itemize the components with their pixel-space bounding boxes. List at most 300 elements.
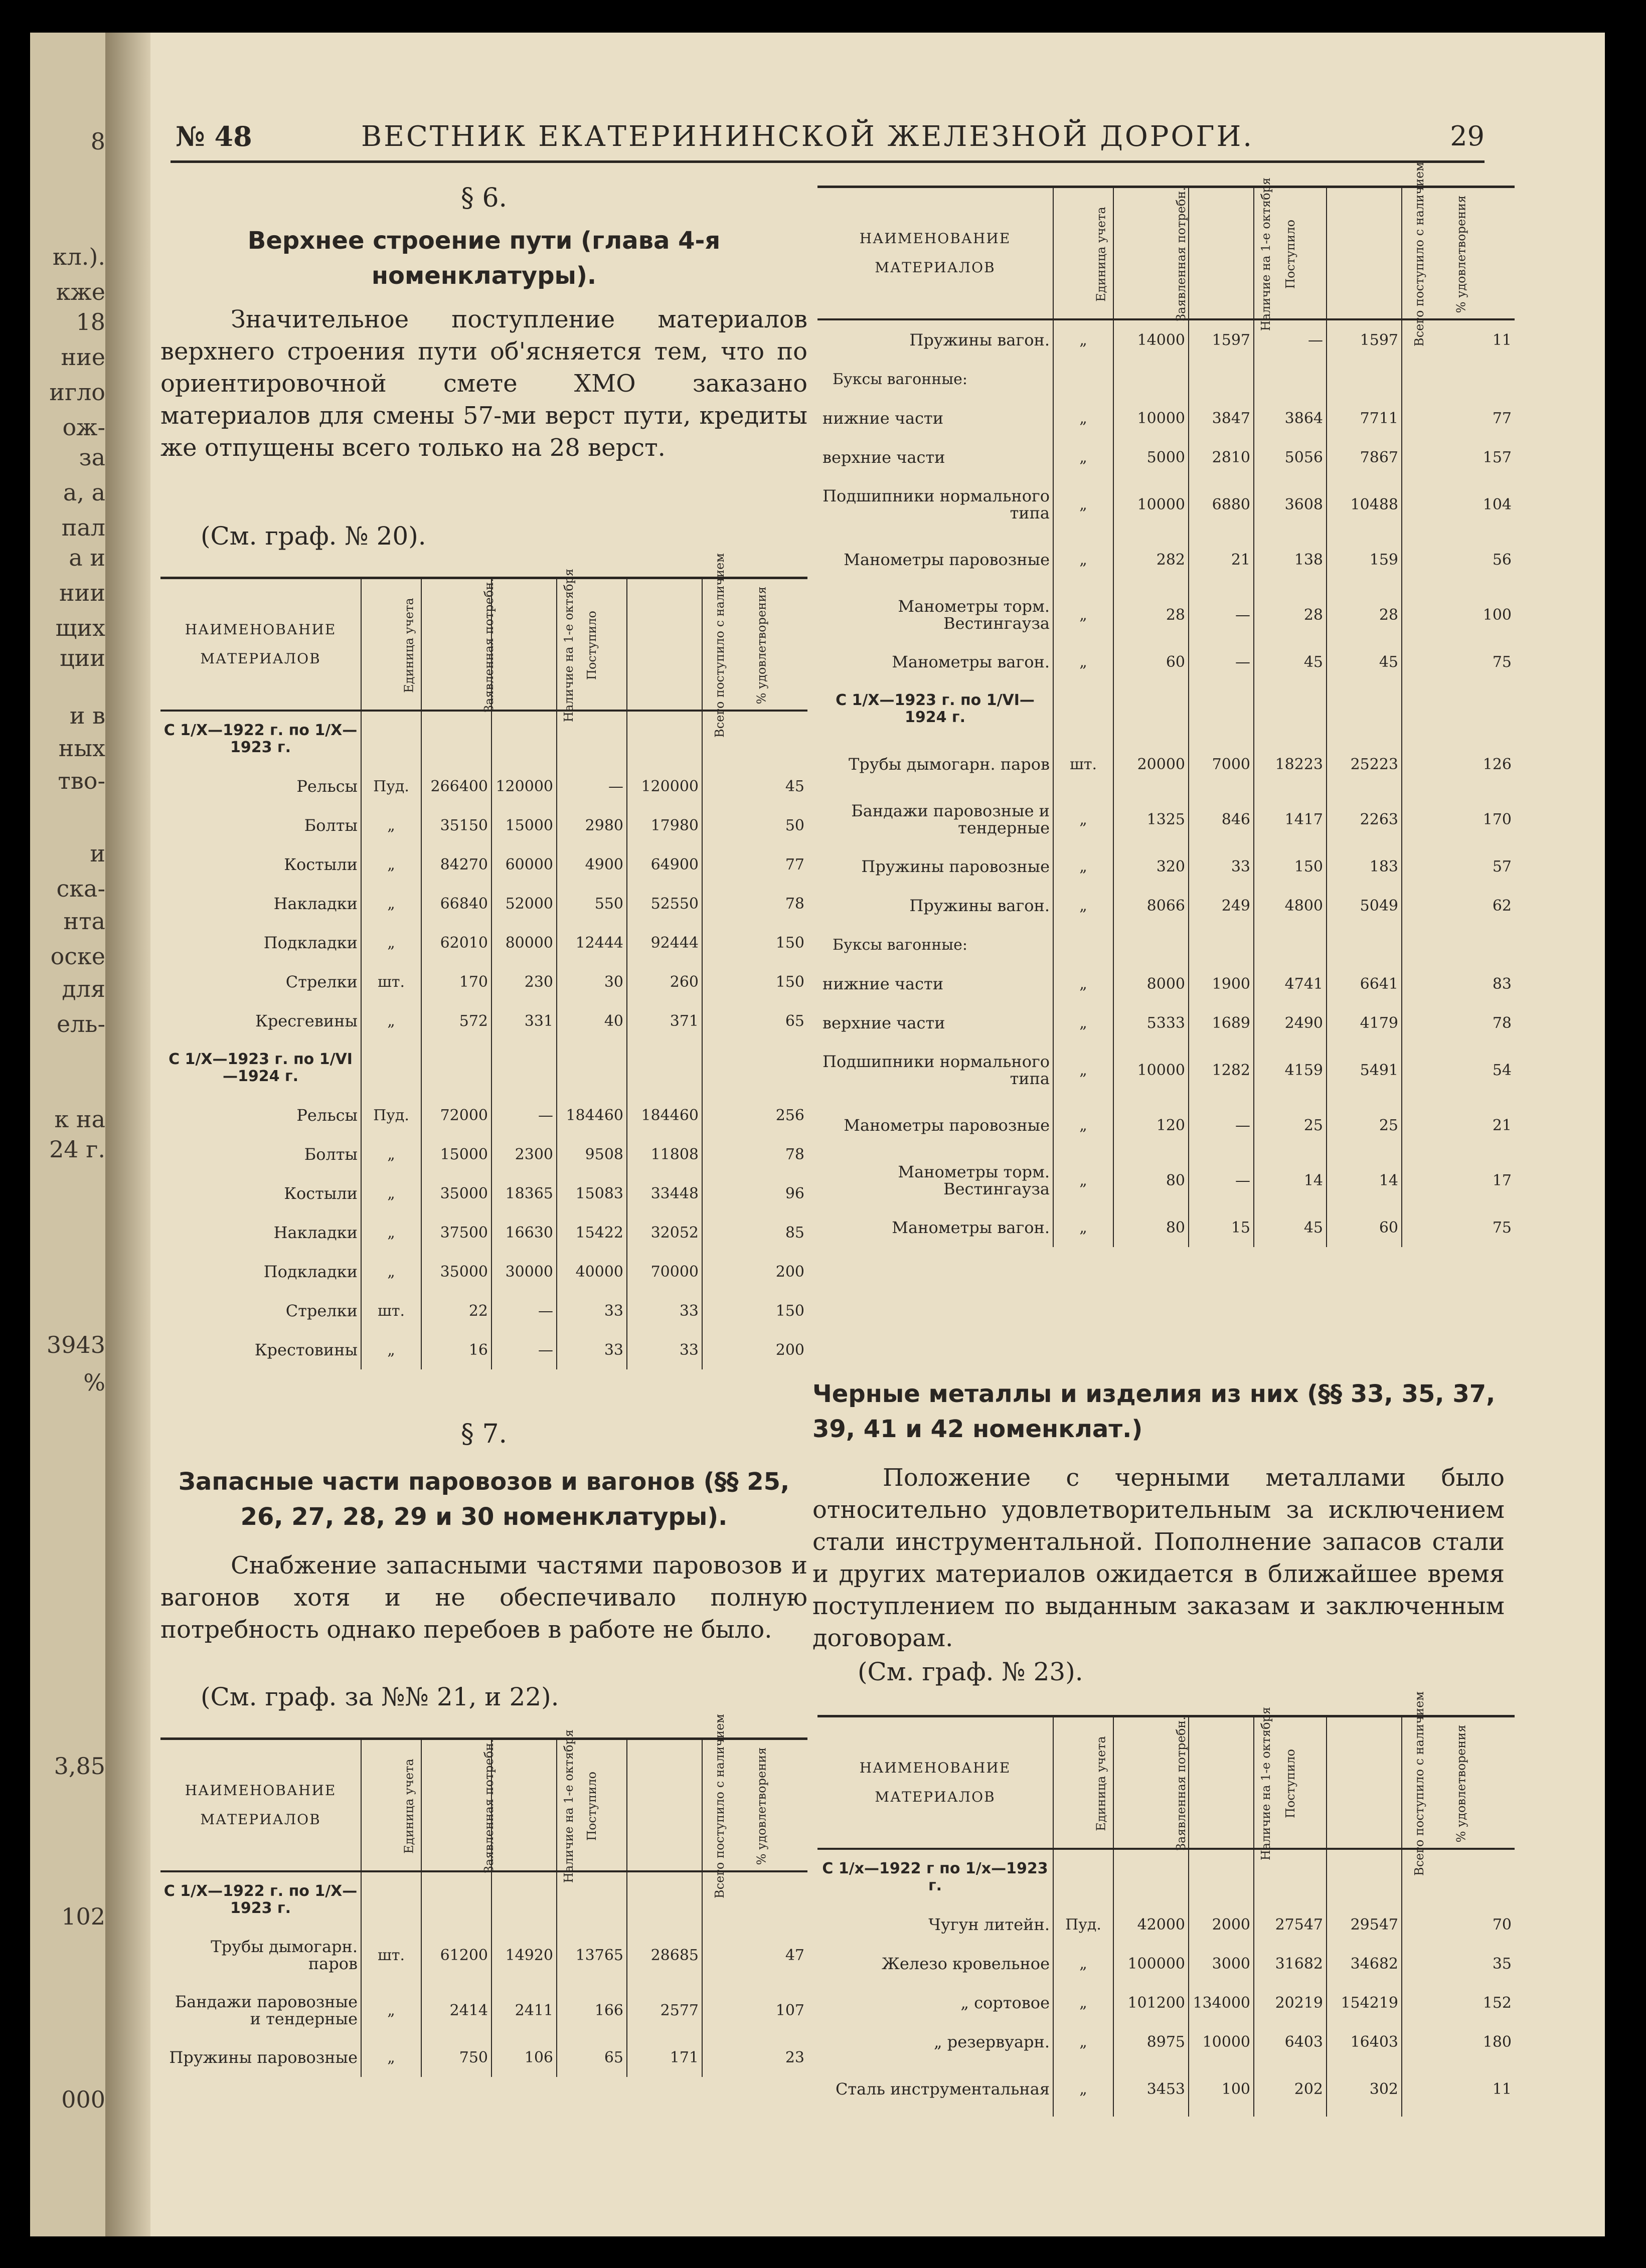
cell-unit: „ (1053, 1098, 1113, 1153)
cell-planned: 572 (421, 1001, 491, 1040)
cell-received: 30 (557, 962, 627, 1001)
column-header-name: НАИМЕНОВАНИЕ МАТЕРИАЛОВ (817, 187, 1053, 320)
cell-stock: 15000 (491, 806, 557, 845)
table-row (160, 1001, 807, 1040)
column-header-label: % удовлетворения (1454, 195, 1468, 313)
cell-percent: 70 (1402, 1905, 1515, 1944)
left-page-edge (30, 33, 105, 2236)
column-header-label: Поступило (585, 610, 599, 680)
cell-name: Болты (304, 1145, 358, 1164)
cell-stock: 3847 (1189, 399, 1254, 438)
column-header-total (1327, 1691, 1426, 1876)
cell-received: 33 (557, 1291, 627, 1330)
cell-name: „ сортовое (960, 1993, 1050, 2012)
column-header-label: Заявленная потребн. (481, 578, 496, 713)
table-row (160, 962, 807, 1001)
cell-planned: 16 (421, 1330, 491, 1369)
cell-unit: „ (361, 1174, 421, 1213)
cell-planned: 320 (1113, 847, 1189, 886)
cell-planned: 10000 (1113, 477, 1189, 532)
cell-planned: 8066 (1113, 886, 1189, 925)
cell-percent: 21 (1402, 1098, 1515, 1153)
cell-percent: 45 (702, 767, 807, 806)
cell-received: 65 (557, 2038, 627, 2077)
cell-unit: „ (1053, 886, 1113, 925)
cell-total: 34682 (1327, 1944, 1402, 1983)
table-row (817, 1983, 1515, 2022)
cell-received: 12444 (557, 923, 627, 962)
left-page-fragment: а и (69, 544, 105, 571)
cell-received: 184460 (557, 1096, 627, 1135)
cell-total: 60 (1327, 1208, 1402, 1247)
cell-percent: 150 (702, 1291, 807, 1330)
section-6-title: Верхнее строение пути (глава 4-я номенклатуры). (247, 227, 721, 290)
cell-planned: 170 (421, 962, 491, 1001)
cell-total: 33 (627, 1291, 702, 1330)
table-header-row (160, 1739, 807, 1872)
cell-total: 11808 (627, 1135, 702, 1174)
cell-total: 64900 (627, 845, 702, 884)
column-header-planned (1113, 187, 1189, 320)
cell-received: 3608 (1254, 477, 1327, 532)
section-6-graph-ref: (См. граф. № 20). (201, 521, 426, 551)
empty-cell (421, 1040, 491, 1096)
cell-percent: 62 (1402, 886, 1515, 925)
cell-stock (1189, 360, 1254, 399)
cell-planned: 35000 (421, 1174, 491, 1213)
cell-name: Подшипники нормального типа (822, 486, 1050, 522)
cell-total: 25 (1327, 1098, 1402, 1153)
table-row (817, 1042, 1515, 1098)
table-row (817, 1208, 1515, 1247)
cell-percent: 56 (1402, 532, 1515, 587)
cell-total: 25223 (1327, 737, 1402, 792)
column-header-planned (421, 1738, 496, 1873)
cell-unit: „ (361, 1213, 421, 1252)
table-rails (160, 553, 807, 1369)
cell-percent: 150 (702, 923, 807, 962)
cell-total: 159 (1327, 532, 1402, 587)
column-header-label: Заявленная потребн. (1174, 1716, 1188, 1851)
empty-cell (361, 1040, 421, 1096)
cell-stock (1189, 925, 1254, 964)
cell-received: 4159 (1254, 1042, 1327, 1098)
cell-planned: 66840 (421, 884, 491, 923)
cell-name: Стрелки (285, 972, 358, 991)
cell-total: 154219 (1327, 1983, 1402, 2022)
empty-cell (1327, 681, 1402, 737)
cell-percent: 152 (1402, 1983, 1515, 2022)
cell-planned: 80 (1113, 1153, 1189, 1208)
page-sheet (30, 33, 1605, 2236)
cell-total: 28685 (627, 1928, 702, 1983)
cell-name: нижние части (822, 974, 944, 993)
column-header-unit (1053, 187, 1113, 320)
column-header-label: % удовлетворения (1454, 1724, 1468, 1842)
cell-unit: „ (1053, 1208, 1113, 1247)
empty-cell (557, 1040, 627, 1096)
cell-unit: „ (1053, 399, 1113, 438)
period-label: С 1/Х—1923 г. по 1/VI—1924 г. (169, 1051, 353, 1085)
header-rule (171, 160, 1485, 163)
left-page-fragment: а, а (63, 479, 105, 506)
table-row (817, 1944, 1515, 1983)
left-page-fragment: 000 (61, 2086, 105, 2113)
cell-percent (1402, 925, 1515, 964)
cell-percent: 11 (1402, 2061, 1515, 2117)
cell-stock: 30000 (491, 1252, 557, 1291)
cell-stock: 134000 (1189, 1983, 1254, 2022)
cell-received: — (557, 767, 627, 806)
empty-cell (627, 711, 702, 767)
cell-stock: 18365 (491, 1174, 557, 1213)
cell-planned: 266400 (421, 767, 491, 806)
cell-planned: 14000 (1113, 319, 1189, 360)
column-header-label: Всего поступило с наличием (1412, 1691, 1426, 1876)
cell-stock: — (491, 1291, 557, 1330)
cell-planned: 72000 (421, 1096, 491, 1135)
cell-unit: „ (361, 923, 421, 962)
column-header-label: Наличие на 1-е октября (562, 568, 576, 722)
left-page-fragment: 8 (90, 128, 105, 155)
cell-percent: 200 (702, 1252, 807, 1291)
left-page-fragment: 102 (61, 1903, 105, 1930)
cell-percent: 107 (702, 1983, 807, 2038)
cell-name: Рельсы (296, 1106, 358, 1125)
table-row (160, 1983, 807, 2038)
period-label: С 1/Х—1922 г. по 1/Х—1923 г. (163, 1882, 358, 1917)
cell-total: 33 (627, 1330, 702, 1369)
empty-cell (702, 1040, 807, 1096)
cell-name: верхние части (822, 448, 945, 467)
column-header-label: Наличие на 1-е октября (1259, 1706, 1273, 1860)
section-7-paragraph: Снабжение запасными частями паровозов и вагонов хотя и не обеспечивало полную потребность однако перебоев в работе не было. (160, 1551, 807, 1644)
table-row (160, 767, 807, 806)
cell-total: 4179 (1327, 1003, 1402, 1042)
cell-stock: 230 (491, 962, 557, 1001)
section-6-number: § 6. (460, 183, 508, 213)
cell-received: 25 (1254, 1098, 1327, 1153)
cell-name: Накладки (273, 894, 358, 913)
left-page-fragment: игло (49, 379, 105, 406)
cell-unit: „ (1053, 1042, 1113, 1098)
cell-planned: 22 (421, 1291, 491, 1330)
table-row (817, 847, 1515, 886)
cell-total: 260 (627, 962, 702, 1001)
cell-percent: 57 (1402, 847, 1515, 886)
cell-name: Крестовины (254, 1340, 358, 1359)
cell-name: Костыли (284, 1184, 358, 1203)
cell-planned: 120 (1113, 1098, 1189, 1153)
cell-name: Трубы дымогарн. паров (848, 755, 1050, 774)
table-row (817, 532, 1515, 587)
table-row (817, 925, 1515, 964)
cell-stock: 2000 (1189, 1905, 1254, 1944)
table-row (817, 1905, 1515, 1944)
cell-total: 302 (1327, 2061, 1402, 2117)
empty-cell (361, 1871, 421, 1928)
cell-planned: 8975 (1113, 2022, 1189, 2061)
column-header-label: Наличие на 1-е октября (1259, 177, 1273, 331)
table-row (817, 2061, 1515, 2117)
cell-percent: 65 (702, 1001, 807, 1040)
book-gutter (105, 33, 150, 2236)
ferrous-title: Черные металлы и изделия из них (§§ 33, 35, 37, 39, 41 и 42 номенклат.) (812, 1380, 1496, 1443)
cell-received: 31682 (1254, 1944, 1327, 1983)
cell-unit: „ (361, 1252, 421, 1291)
period-label: С 1/Х—1922 г. по 1/Х—1923 г. (163, 722, 358, 756)
table-row (817, 438, 1515, 477)
cell-percent: 256 (702, 1096, 807, 1135)
cell-total: 70000 (627, 1252, 702, 1291)
cell-total: 7867 (1327, 438, 1402, 477)
cell-name: Стрелки (285, 1301, 358, 1320)
cell-planned (1113, 925, 1189, 964)
cell-received: 40000 (557, 1252, 627, 1291)
left-page-fragment: нии (59, 579, 105, 606)
table-header-row (160, 578, 807, 711)
cell-planned: 15000 (421, 1135, 491, 1174)
cell-received: 9508 (557, 1135, 627, 1174)
column-header-planned (421, 578, 496, 713)
cell-name: Манометры паровозные (844, 550, 1050, 569)
cell-percent: 170 (1402, 792, 1515, 847)
cell-stock: 15 (1189, 1208, 1254, 1247)
cell-name: Кресгевины (255, 1011, 358, 1030)
column-header-label: Наличие на 1-е октября (562, 1729, 576, 1883)
cell-percent: 157 (1402, 438, 1515, 477)
section-6-paragraph: Значительное поступление материалов верхнего строения пути об'ясняется тем, что по ориентировочной смете ХМО заказано материалов для смены 57-ми верст пути, кредиты же отпущены всего только на 28 верст. (160, 305, 807, 462)
table-header-row (817, 187, 1515, 320)
cell-received: 3864 (1254, 399, 1327, 438)
cell-name: Сталь инструментальная (835, 2079, 1050, 2099)
cell-received: 45 (1254, 642, 1327, 681)
cell-total: 6641 (1327, 964, 1402, 1003)
cell-planned: 84270 (421, 845, 491, 884)
cell-planned: 8000 (1113, 964, 1189, 1003)
left-page-fragment: 3,85 (54, 1753, 105, 1780)
column-header-label: Поступило (1283, 219, 1297, 289)
cell-unit: „ (1053, 642, 1113, 681)
left-page-fragment: за (79, 444, 105, 471)
cell-unit: „ (1053, 2061, 1113, 2117)
cell-total: 92444 (627, 923, 702, 962)
cell-percent: 77 (1402, 399, 1515, 438)
left-page-fragment: к на (54, 1106, 105, 1133)
cell-percent: 78 (702, 884, 807, 923)
cell-stock: — (1189, 1098, 1254, 1153)
cell-unit: „ (1053, 1944, 1113, 1983)
cell-stock: 1900 (1189, 964, 1254, 1003)
column-header-label: Единица учета (402, 597, 416, 693)
period-row (817, 1849, 1515, 1905)
cell-name: „ резервуарн. (934, 2032, 1050, 2051)
cell-name: Буксы вагонные: (833, 370, 967, 388)
cell-unit (1053, 360, 1113, 399)
cell-received: — (1254, 319, 1327, 360)
table-row (817, 642, 1515, 681)
cell-unit: „ (1053, 792, 1113, 847)
cell-stock: 52000 (491, 884, 557, 923)
left-page-fragment: 3943 (46, 1331, 105, 1358)
cell-total: 33448 (627, 1174, 702, 1213)
cell-unit: „ (1053, 319, 1113, 360)
cell-stock: 80000 (491, 923, 557, 962)
cell-total: 2577 (627, 1983, 702, 2038)
cell-percent: 78 (702, 1135, 807, 1174)
cell-planned: 10000 (1113, 1042, 1189, 1098)
cell-percent: 100 (1402, 587, 1515, 642)
cell-total: 5491 (1327, 1042, 1402, 1098)
table-row (160, 1213, 807, 1252)
column-header-planned (1113, 1716, 1189, 1849)
section-7-number: § 7. (460, 1419, 508, 1449)
cell-stock: 21 (1189, 532, 1254, 587)
cell-stock: 7000 (1189, 737, 1254, 792)
table-ferrous-metals (817, 1691, 1515, 2117)
left-page-fragment: оске (50, 943, 105, 970)
section-7-graph-ref: (См. граф. за №№ 21, и 22). (201, 1682, 559, 1711)
cell-stock: 249 (1189, 886, 1254, 925)
cell-name: Железо кровельное (881, 1954, 1050, 1973)
table-row (817, 792, 1515, 847)
left-page-fragment: ции (60, 644, 105, 671)
empty-cell (491, 1040, 557, 1096)
left-page-fragment: кл.). (52, 243, 105, 270)
cell-stock: — (491, 1096, 557, 1135)
table-row (817, 360, 1515, 399)
cell-stock: 120000 (491, 767, 557, 806)
table-spare-parts-cont (817, 161, 1515, 1247)
left-page-fragment: ель- (56, 1010, 105, 1037)
journal-title: ВЕСТНИК ЕКАТЕРИНИНСКОЙ ЖЕЛЕЗНОЙ ДОРОГИ. (361, 120, 1254, 153)
cell-total: 45 (1327, 642, 1402, 681)
cell-name: верхние части (822, 1013, 945, 1032)
cell-total: 184460 (627, 1096, 702, 1135)
cell-received: 40 (557, 1001, 627, 1040)
cell-stock: 14920 (491, 1928, 557, 1983)
cell-stock: 1597 (1189, 319, 1254, 360)
cell-unit: Пуд. (1053, 1905, 1113, 1944)
table-row (817, 886, 1515, 925)
cell-name: Манометры вагон. (892, 1218, 1050, 1237)
empty-cell (627, 1040, 702, 1096)
column-header-label: Заявленная потребн. (1174, 187, 1188, 321)
cell-planned: 42000 (1113, 1905, 1189, 1944)
column-header-label: Единица учета (402, 1758, 416, 1854)
column-header-label: Поступило (1283, 1749, 1297, 1818)
cell-stock: 100 (1189, 2061, 1254, 2117)
table-row (817, 477, 1515, 532)
column-header-label: Всего поступило с наличием (1412, 161, 1426, 346)
cell-received: 45 (1254, 1208, 1327, 1247)
cell-unit (1053, 925, 1113, 964)
cell-unit: „ (1053, 1983, 1113, 2022)
cell-unit: „ (1053, 477, 1113, 532)
cell-name: Накладки (273, 1223, 358, 1242)
cell-name: Трубы дымогарн. паров (211, 1937, 358, 1973)
cell-received: 6403 (1254, 2022, 1327, 2061)
table-row (817, 319, 1515, 360)
cell-planned: 20000 (1113, 737, 1189, 792)
ferrous-paragraph: Положение с черными металлами было относительно удовлетворительным за исключением стали инструментальной. Пополнение запасов стали и других материалов ожидается в ближайшее время поступлением по выданным заказам и заключенным договорам. (812, 1464, 1505, 1652)
cell-received: 550 (557, 884, 627, 923)
table-row (160, 884, 807, 923)
cell-received: 150 (1254, 847, 1327, 886)
cell-stock: 106 (491, 2038, 557, 2077)
cell-unit: „ (1053, 2022, 1113, 2061)
cell-unit: „ (361, 1330, 421, 1369)
cell-received: 202 (1254, 2061, 1327, 2117)
cell-unit: „ (1053, 847, 1113, 886)
cell-percent (1402, 360, 1515, 399)
table-row (817, 399, 1515, 438)
left-page-fragment: 18 (76, 308, 105, 335)
table-row (817, 1153, 1515, 1208)
cell-stock: 60000 (491, 845, 557, 884)
cell-stock: 2810 (1189, 438, 1254, 477)
cell-received: 1417 (1254, 792, 1327, 847)
cell-unit: „ (361, 1001, 421, 1040)
empty-cell (1189, 681, 1254, 737)
table-row (160, 2038, 807, 2077)
cell-name: Манометры вагон. (892, 652, 1050, 671)
period-label: С 1/х—1922 г по 1/х—1923 г. (822, 1860, 1048, 1894)
cell-received: 33 (557, 1330, 627, 1369)
cell-name: нижние части (822, 409, 944, 428)
left-page-fragment: кже (56, 278, 105, 305)
cell-received: 2490 (1254, 1003, 1327, 1042)
left-page-fragment: тво- (58, 767, 105, 794)
column-header-stock (491, 1729, 576, 1883)
empty-cell (1327, 1849, 1402, 1905)
empty-cell (1254, 681, 1327, 737)
cell-planned: 35000 (421, 1252, 491, 1291)
ferrous-graph-ref: (См. граф. № 23). (858, 1657, 1083, 1686)
cell-total: 2263 (1327, 792, 1402, 847)
cell-total: 1597 (1327, 319, 1402, 360)
cell-stock: — (1189, 587, 1254, 642)
cell-percent: 200 (702, 1330, 807, 1369)
empty-cell (491, 711, 557, 767)
column-header-unit (361, 1739, 421, 1872)
empty-cell (1053, 1849, 1113, 1905)
cell-total: 7711 (1327, 399, 1402, 438)
cell-unit: „ (1053, 1003, 1113, 1042)
column-header-unit (361, 578, 421, 711)
cell-planned: 750 (421, 2038, 491, 2077)
column-header-label: Единица учета (1094, 206, 1108, 302)
cell-stock: 846 (1189, 792, 1254, 847)
left-page-fragment: ние (61, 343, 105, 371)
cell-name: Пружины паровозные (169, 2048, 358, 2067)
left-page-fragment: щих (55, 614, 105, 641)
cell-percent: 47 (702, 1928, 807, 1983)
cell-total: 183 (1327, 847, 1402, 886)
empty-cell (1113, 1849, 1189, 1905)
table-row (817, 2022, 1515, 2061)
table-row (160, 1096, 807, 1135)
cell-unit: „ (1053, 587, 1113, 642)
cell-planned: 1325 (1113, 792, 1189, 847)
cell-unit: шт. (1053, 737, 1113, 792)
left-page-fragment: нта (63, 908, 105, 935)
cell-total: 14 (1327, 1153, 1402, 1208)
cell-unit: „ (1053, 964, 1113, 1003)
table-row (160, 1291, 807, 1330)
cell-unit: „ (361, 1135, 421, 1174)
cell-stock: 1282 (1189, 1042, 1254, 1098)
